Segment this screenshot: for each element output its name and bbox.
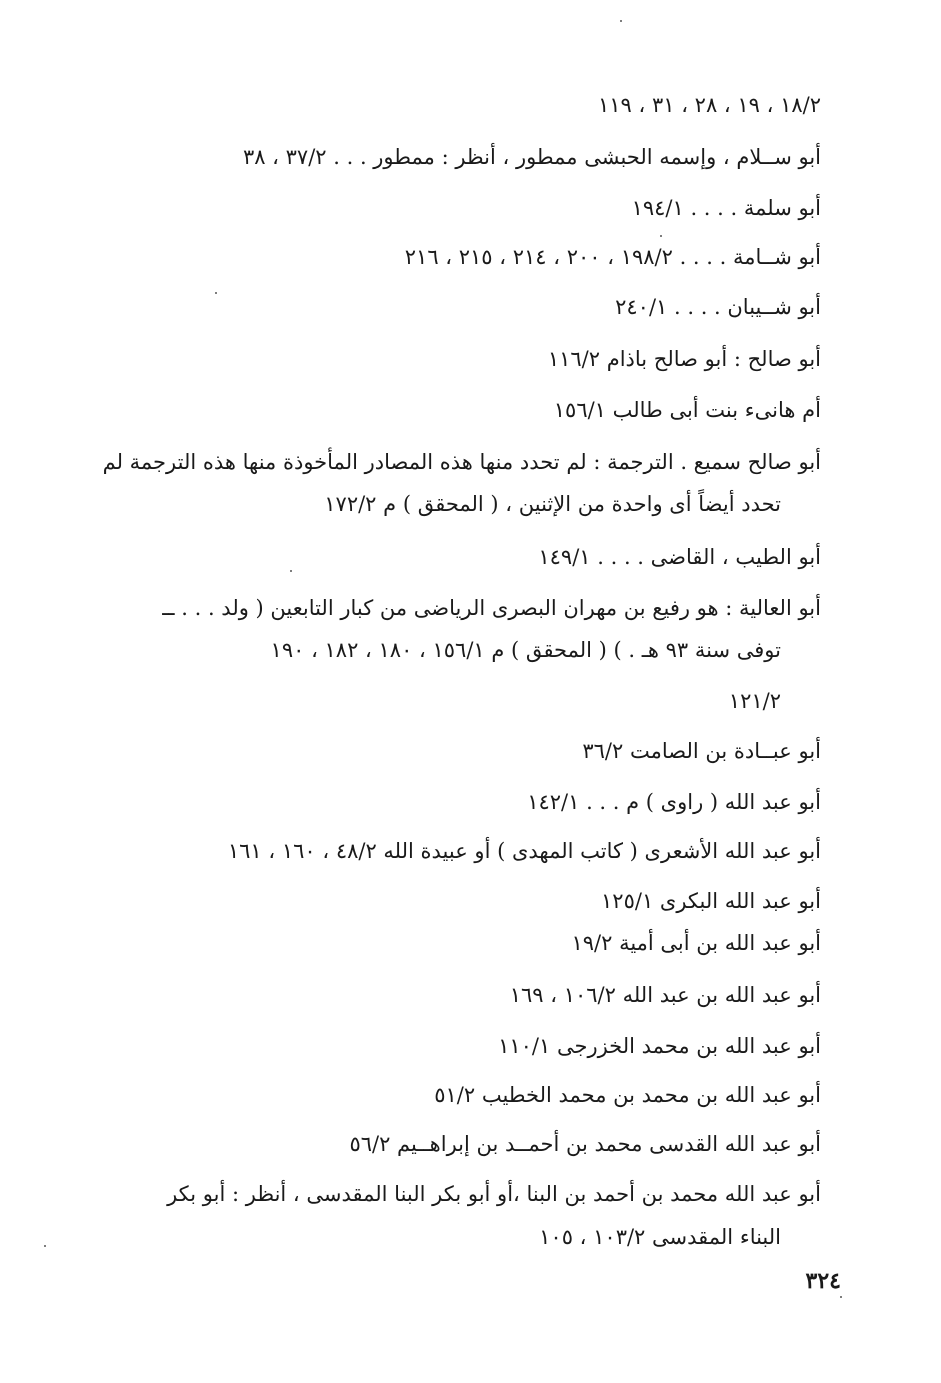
index-entry-abu-abdallah-qudsi: أبو عبد الله القدسى محمد بن أحمــد بن إبراهــيم ٥٦/٢ bbox=[349, 1132, 821, 1156]
index-entry-abu-abdallah-ibn-abdallah: أبو عبد الله بن عبد الله ١٠٦/٢ ، ١٦٩ bbox=[509, 983, 821, 1007]
scan-speck bbox=[840, 1296, 842, 1298]
index-entry-abu-al-aliya-cont2: ١٢١/٢ bbox=[728, 689, 781, 713]
index-entry-abu-salih: أبو صالح : أبو صالح باذام ١١٦/٢ bbox=[547, 347, 821, 371]
index-entry-abu-salih-sami: أبو صالح سميع . الترجمة : لم تحدد منها هذه المصادر المأخوذة منها هذه الترجمة لم bbox=[102, 450, 821, 474]
index-entry-abu-ubada: أبو عبــادة بن الصامت ٣٦/٢ bbox=[582, 739, 821, 763]
index-entry-abu-shama: أبو شــامة . . . . ١٩٨/٢ ، ٢٠٠ ، ٢١٤ ، ٢١٥ ، ٢١٦ bbox=[404, 245, 821, 269]
index-entry-abu-abdallah-ibn-abi-umayya: أبو عبد الله بن أبى أمية ١٩/٢ bbox=[571, 931, 821, 955]
index-entry-abu-abdallah-khazraji: أبو عبد الله بن محمد الخزرجى ١١٠/١ bbox=[498, 1034, 821, 1058]
scan-speck bbox=[660, 235, 662, 237]
index-entry-abu-abdallah-khatib: أبو عبد الله بن محمد بن محمد الخطيب ٥١/٢ bbox=[434, 1083, 821, 1107]
index-entry-abu-al-tayyib: أبو الطيب ، القاضى . . . . ١٤٩/١ bbox=[538, 545, 821, 569]
index-entry-abu-abdallah-bakri: أبو عبد الله البكرى ١٢٥/١ bbox=[601, 889, 821, 913]
scan-speck bbox=[215, 292, 217, 294]
index-entry-abu-abdallah-ibn-al-banna-cont: البناء المقدسى ١٠٣/٢ ، ١٠٥ bbox=[539, 1225, 781, 1249]
index-entry-abu-al-aliya: أبو العالية : هو رفيع بن مهران البصرى الرياضى من كبار التابعين ( ولد . . . ــ bbox=[162, 596, 821, 620]
index-entry-abu-salama: أبو سلمة . . . . ١٩٤/١ bbox=[631, 196, 821, 220]
index-entry-abu-abdallah-ibn-al-banna: أبو عبد الله محمد بن أحمد بن البنا ،أو أبو بكر البنا المقدسى ، أنظر : أبو بكر bbox=[167, 1182, 821, 1206]
scan-speck bbox=[620, 20, 622, 22]
index-entry-continuation: ١٨/٢ ، ١٩ ، ٢٨ ، ٣١ ، ١١٩ bbox=[597, 93, 821, 117]
index-entry-abu-abdallah-rawi: أبو عبد الله ( راوى ) م . . . ١٤٢/١ bbox=[527, 790, 821, 814]
index-entry-umm-hani: أم هانىء بنت أبى طالب ١٥٦/١ bbox=[553, 398, 821, 422]
index-entry-abu-abdallah-ashari: أبو عبد الله الأشعرى ( كاتب المهدى ) أو عبيدة الله ٤٨/٢ ، ١٦٠ ، ١٦١ bbox=[227, 839, 821, 863]
index-entry-abu-shayban: أبو شــيبان . . . . ٢٤٠/١ bbox=[615, 295, 821, 319]
index-entry-abu-al-aliya-cont: توفى سنة ٩٣ هـ . ) ( المحقق ) م ١٥٦/١ ، ١٨٠ ، ١٨٢ ، ١٩٠ bbox=[270, 638, 781, 662]
scan-speck bbox=[44, 1245, 46, 1247]
index-entry-abu-salam: أبو ســلام ، وإسمه الحبشى ممطور ، أنظر : ممطور . . . ٣٧/٢ ، ٣٨ bbox=[242, 145, 821, 169]
page-number: ٣٢٤ bbox=[805, 1268, 841, 1294]
index-entry-abu-salih-sami-cont: تحدد أيضاً أى واحدة من الإثنين ، ( المحقق ) م ١٧٢/٢ bbox=[324, 492, 781, 516]
scan-speck bbox=[290, 570, 292, 572]
